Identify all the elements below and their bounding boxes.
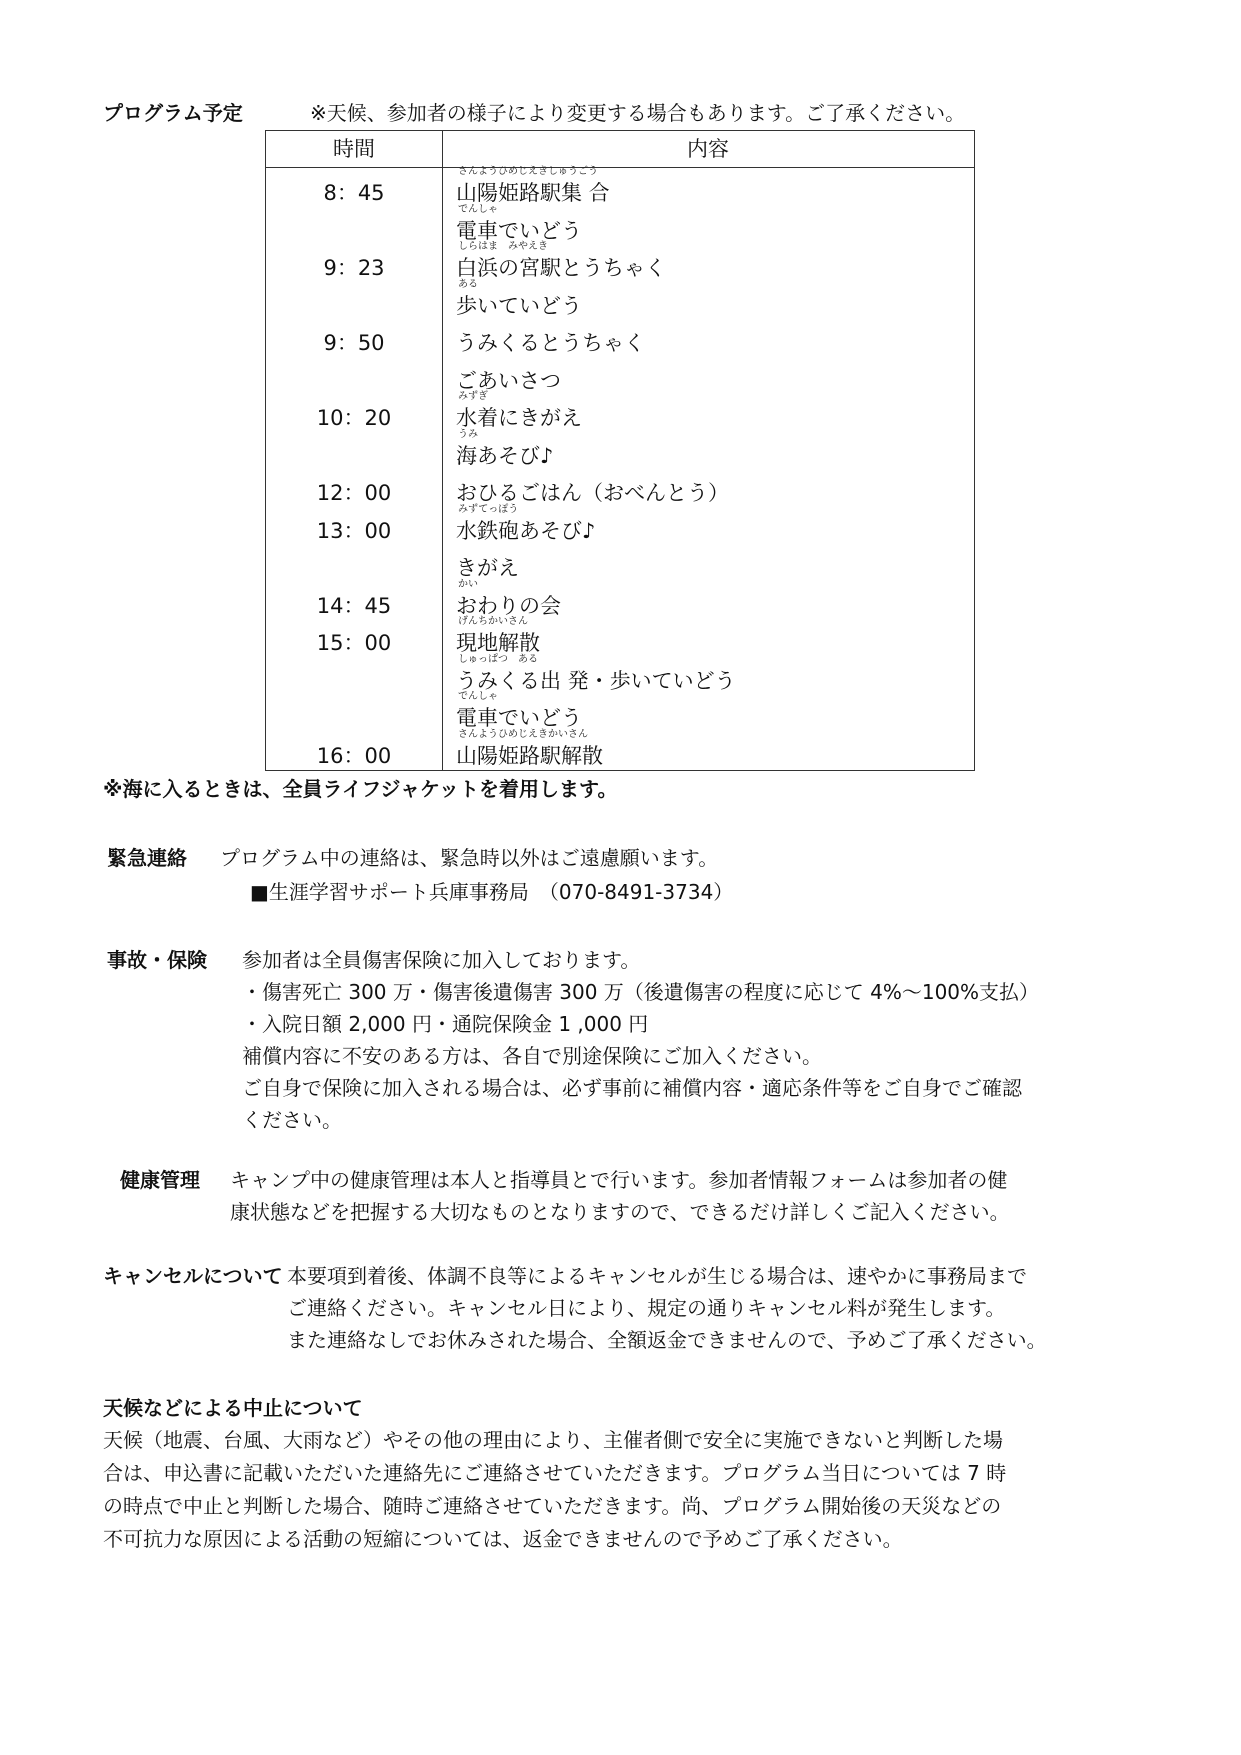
- row-time: 12：00: [316, 481, 392, 505]
- row-activity: 水着にきがえ: [456, 406, 582, 430]
- row-time: 8：45: [323, 181, 385, 205]
- cancel-line-3: また連絡なしでお休みされた場合、全額返金できませんので、予めご了承ください。: [287, 1328, 1047, 1352]
- row-activity: きがえ: [456, 556, 519, 580]
- row-activity: 山陽姫路駅解散: [456, 743, 603, 768]
- table-row: [266, 503, 974, 544]
- weather-line-1: 天候（地震、台風、大雨など）やその他の理由により、主催者側で安全に実施できないと判断した場: [103, 1428, 1003, 1452]
- row-time: 16：00: [316, 743, 392, 768]
- table-row: [266, 428, 974, 469]
- emergency-line-1: プログラム中の連絡は、緊急時以外はご遠慮願います。: [220, 846, 719, 870]
- row-activity: うみくるとうちゃく: [456, 331, 645, 355]
- health-line-2: 康状態などを把握する大切なものとなりますので、できるだけ詳しくご記入ください。: [230, 1200, 1010, 1224]
- row-time: 9：23: [323, 256, 385, 280]
- lifejacket-note: ※海に入るときは、全員ライフジャケットを着用します。: [103, 777, 618, 801]
- row-activity: 海あそび♪: [456, 443, 554, 468]
- row-ruby: さんようひめじえきしゅうごう: [458, 166, 598, 177]
- row-activity: うみくる出 発・歩いていどう: [456, 668, 736, 693]
- program-heading: プログラム予定: [103, 101, 243, 125]
- insurance-line-6: ください。: [242, 1108, 342, 1132]
- table-row: [266, 319, 974, 356]
- row-activity: 電車でいどう: [456, 218, 582, 243]
- table-row: [266, 357, 974, 394]
- row-activity: おひるごはん（おべんとう）: [456, 481, 729, 505]
- row-ruby: げんちかいさん: [458, 616, 528, 627]
- col-time-header: 時間: [333, 137, 375, 161]
- table-row: [266, 616, 974, 656]
- row-time: 9：50: [323, 331, 385, 355]
- table-row: [266, 166, 974, 206]
- row-ruby: ある: [458, 278, 478, 290]
- col-content-header: 内容: [687, 137, 729, 161]
- table-row: [266, 391, 974, 431]
- row-ruby: かい: [458, 578, 478, 590]
- row-ruby: みずてっぽう: [458, 503, 519, 515]
- row-time: 13：00: [316, 518, 392, 543]
- schedule-table: [265, 130, 975, 771]
- table-row: [266, 578, 974, 619]
- row-time: 10：20: [316, 406, 392, 430]
- emergency-contact: ■生涯学習サポート兵庫事務局 （070-8491-3734）: [250, 880, 734, 904]
- insurance-line-2: ・傷害死亡 300 万・傷害後遺傷害 300 万（後遺傷害の程度に応じて 4%～100%支払）: [242, 980, 1040, 1004]
- row-activity: 歩いていどう: [456, 293, 582, 318]
- table-row: [266, 241, 974, 281]
- weather-line-3: の時点で中止と判断した場合、随時ご連絡させていただきます。尚、プログラム開始後の天災などの: [103, 1494, 1002, 1518]
- row-time: 15：00: [316, 631, 392, 655]
- insurance-line-5: ご自身で保険に加入される場合は、必ず事前に補償内容・適応条件等をご自身でご確認: [242, 1076, 1022, 1100]
- row-activity: ごあいさつ: [456, 368, 561, 393]
- table-row: [266, 653, 974, 694]
- insurance-line-4: 補償内容に不安のある方は、各自で別途保険にご加入ください。: [242, 1044, 822, 1068]
- row-activity: 山陽姫路駅集 合: [456, 181, 610, 205]
- weather-line-2: 合は、申込書に記載いただいた連絡先にご連絡させていただきます。プログラム当日については 7 時: [103, 1461, 1007, 1485]
- insurance-heading: 事故・保険: [107, 948, 207, 972]
- cancel-line-2: ご連絡ください。キャンセル日により、規定の通りキャンセル料が発生します。: [287, 1296, 1006, 1320]
- table-row: [266, 728, 974, 769]
- cancel-heading: キャンセルについて: [103, 1264, 283, 1288]
- row-ruby: みずぎ: [458, 391, 488, 402]
- row-ruby: でんしゃ: [458, 691, 498, 702]
- row-activity: 白浜の宮駅とうちゃく: [456, 256, 666, 280]
- insurance-line-1: 参加者は全員傷害保険に加入しております。: [242, 948, 641, 972]
- health-heading: 健康管理: [120, 1168, 200, 1192]
- row-ruby: うみ: [458, 428, 478, 440]
- table-row: [266, 203, 974, 244]
- cancel-line-1: 本要項到着後、体調不良等によるキャンセルが生じる場合は、速やかに事務局まで: [287, 1264, 1027, 1288]
- weather-heading: 天候などによる中止について: [103, 1396, 363, 1420]
- table-row: [266, 544, 974, 581]
- table-row: [266, 278, 974, 319]
- row-activity: 現地解散: [456, 631, 540, 655]
- program-note: ※天候、参加者の様子により変更する場合もあります。ご了承ください。: [310, 101, 966, 125]
- row-ruby: しらはま みやえき: [458, 241, 548, 252]
- table-row: [266, 691, 974, 731]
- insurance-line-3: ・入院日額 2,000 円・通院保険金 1 ,000 円: [242, 1012, 649, 1036]
- row-time: 14：45: [316, 593, 392, 618]
- row-activity: おわりの会: [456, 593, 561, 618]
- weather-line-4: 不可抗力な原因による活動の短縮については、返金できませんので予めご了承ください。: [103, 1527, 903, 1551]
- table-row: [266, 469, 974, 506]
- row-ruby: でんしゃ: [458, 203, 498, 215]
- row-ruby: しゅっぱつ ある: [458, 653, 538, 665]
- row-activity: 電車でいどう: [456, 706, 582, 730]
- row-ruby: さんようひめじえきかいさん: [458, 728, 588, 740]
- health-line-1: キャンプ中の健康管理は本人と指導員とで行います。参加者情報フォームは参加者の健: [230, 1168, 1008, 1192]
- emergency-heading: 緊急連絡: [107, 846, 187, 870]
- table-header-divider: [266, 167, 974, 168]
- row-activity: 水鉄砲あそび♪: [456, 518, 596, 543]
